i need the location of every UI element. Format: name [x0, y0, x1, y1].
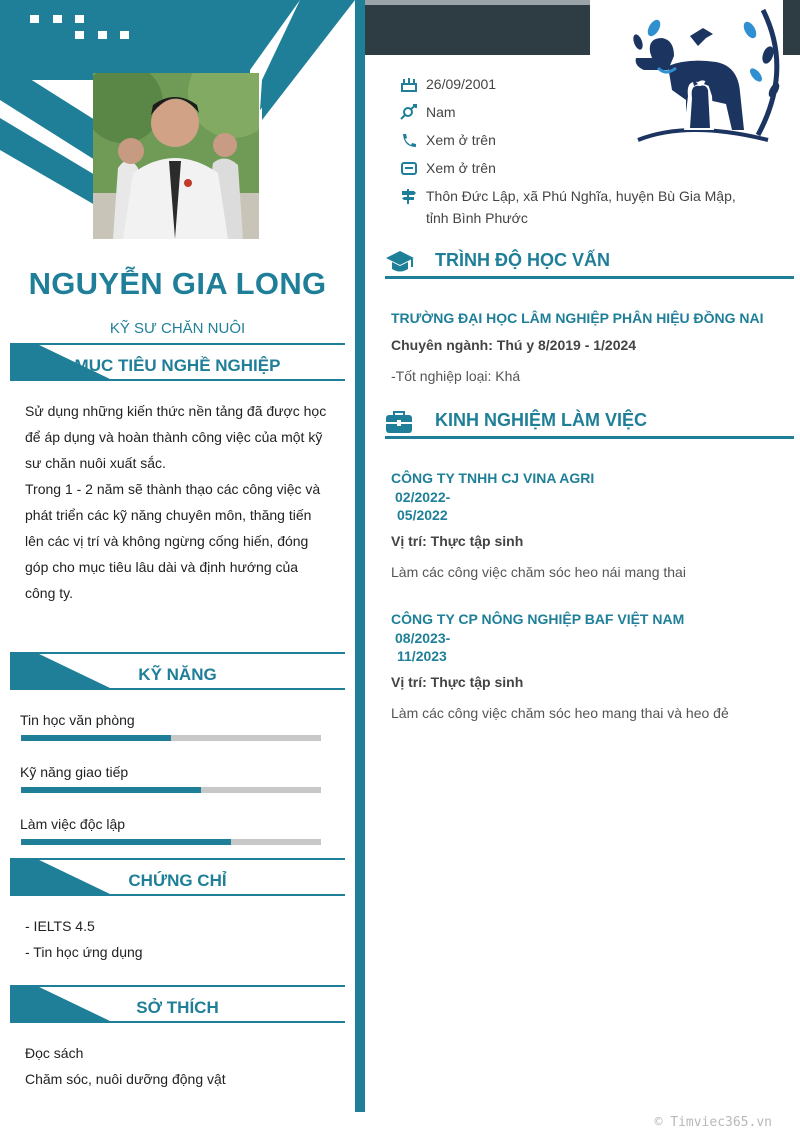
- section-header-hobbies: [10, 985, 345, 1023]
- hobby-item: Chăm sóc, nuôi dưỡng động vật: [25, 1071, 226, 1087]
- job-position: Vị trí: Thực tập sinh: [391, 674, 524, 690]
- education-note: -Tốt nghiệp loại: Khá: [391, 368, 521, 384]
- certificates-list: [25, 913, 143, 965]
- column-divider: [355, 0, 365, 1112]
- info-email: Xem ở trên: [400, 157, 740, 179]
- job-company: CÔNG TY CP NÔNG NGHIỆP BAF VIỆT NAM: [391, 611, 685, 627]
- certificate-item: - IELTS 4.5: [25, 918, 95, 934]
- section-header-education: [385, 247, 794, 279]
- skill-bar: [21, 787, 321, 793]
- objective-text: Sử dụng những kiến thức nền tảng đã được học để áp dụng và hoàn thành công việc của một kỹ sư chăn nuôi xuất sắc. Trong 1 - 2 năm sẽ thành thạo các công việc và phát triển các kỹ năng chuyên môn, thăng tiến lên các vị trí và không ngừng cống hiến, đóng góp cho mục tiêu lâu dài và định hướng của công ty.: [25, 403, 327, 601]
- objective-heading: MỤC TIÊU NGHỀ NGHIỆP: [74, 356, 281, 375]
- job-date: 02/2022- 05/2022: [395, 489, 451, 523]
- location-sign-icon: [400, 188, 418, 204]
- candidate-name: NGUYỄN GIA LONG: [28, 266, 327, 301]
- job-date: 08/2023- 11/2023: [395, 630, 451, 664]
- section-header-certificates: [10, 858, 345, 896]
- certificate-item: - Tin học ứng dụng: [25, 944, 143, 960]
- skill-label: Tin học văn phòng: [20, 712, 135, 728]
- education-major: Chuyên ngành: Thú y 8/2019 - 1/2024: [391, 337, 637, 353]
- education-school: TRƯỜNG ĐẠI HỌC LÂM NGHIỆP PHÂN HIỆU ĐỒNG NAI: [391, 310, 764, 326]
- section-header-skills: [10, 652, 345, 690]
- hobbies-list: [25, 1040, 226, 1092]
- skill-bar: [21, 839, 321, 845]
- skill-item: [20, 712, 322, 728]
- gender-icon: [400, 104, 418, 120]
- info-gender: Nam: [400, 101, 740, 123]
- job-description: Làm các công việc chăm sóc heo mang thai và heo đẻ: [391, 705, 729, 721]
- hobbies-heading: SỞ THÍCH: [136, 998, 219, 1017]
- skill-item: [20, 816, 322, 832]
- skill-bar: [21, 735, 321, 741]
- watermark: © Timviec365.vn: [654, 1115, 772, 1130]
- section-header-objective: [10, 343, 345, 381]
- info-phone: Xem ở trên: [400, 129, 740, 151]
- skill-item: [20, 764, 322, 780]
- briefcase-icon: [385, 409, 413, 435]
- job-description: Làm các công việc chăm sóc heo nái mang thai: [391, 564, 686, 580]
- email-icon: [400, 160, 418, 176]
- skill-label: Làm việc độc lập: [20, 816, 126, 832]
- certificates-heading: CHỨNG CHỈ: [128, 871, 227, 890]
- info-address: Thôn Đức Lập, xã Phú Nghĩa, huyện Bù Gia Mập, tỉnh Bình Phước: [400, 185, 740, 229]
- education-heading: TRÌNH ĐỘ HỌC VẤN: [435, 250, 610, 270]
- experience-heading: KINH NGHIỆM LÀM VIỆC: [435, 410, 648, 430]
- skills-heading: KỸ NĂNG: [138, 665, 217, 684]
- section-header-experience: [385, 407, 794, 439]
- candidate-role: KỸ SƯ CHĂN NUÔI: [109, 320, 246, 337]
- job-company: CÔNG TY TNHH CJ VINA AGRI: [391, 470, 595, 486]
- header-bar-edge: [783, 0, 800, 55]
- info-birthday: 26/09/2001: [400, 73, 740, 95]
- header-bar: [365, 0, 590, 55]
- birthday-cake-icon: [400, 76, 418, 92]
- phone-icon: [400, 132, 418, 148]
- graduation-cap-icon: [385, 249, 415, 275]
- job-position: Vị trí: Thực tập sinh: [391, 533, 524, 549]
- hobby-item: Đọc sách: [25, 1045, 84, 1061]
- skill-label: Kỹ năng giao tiếp: [20, 764, 129, 780]
- profile-photo: [93, 73, 259, 239]
